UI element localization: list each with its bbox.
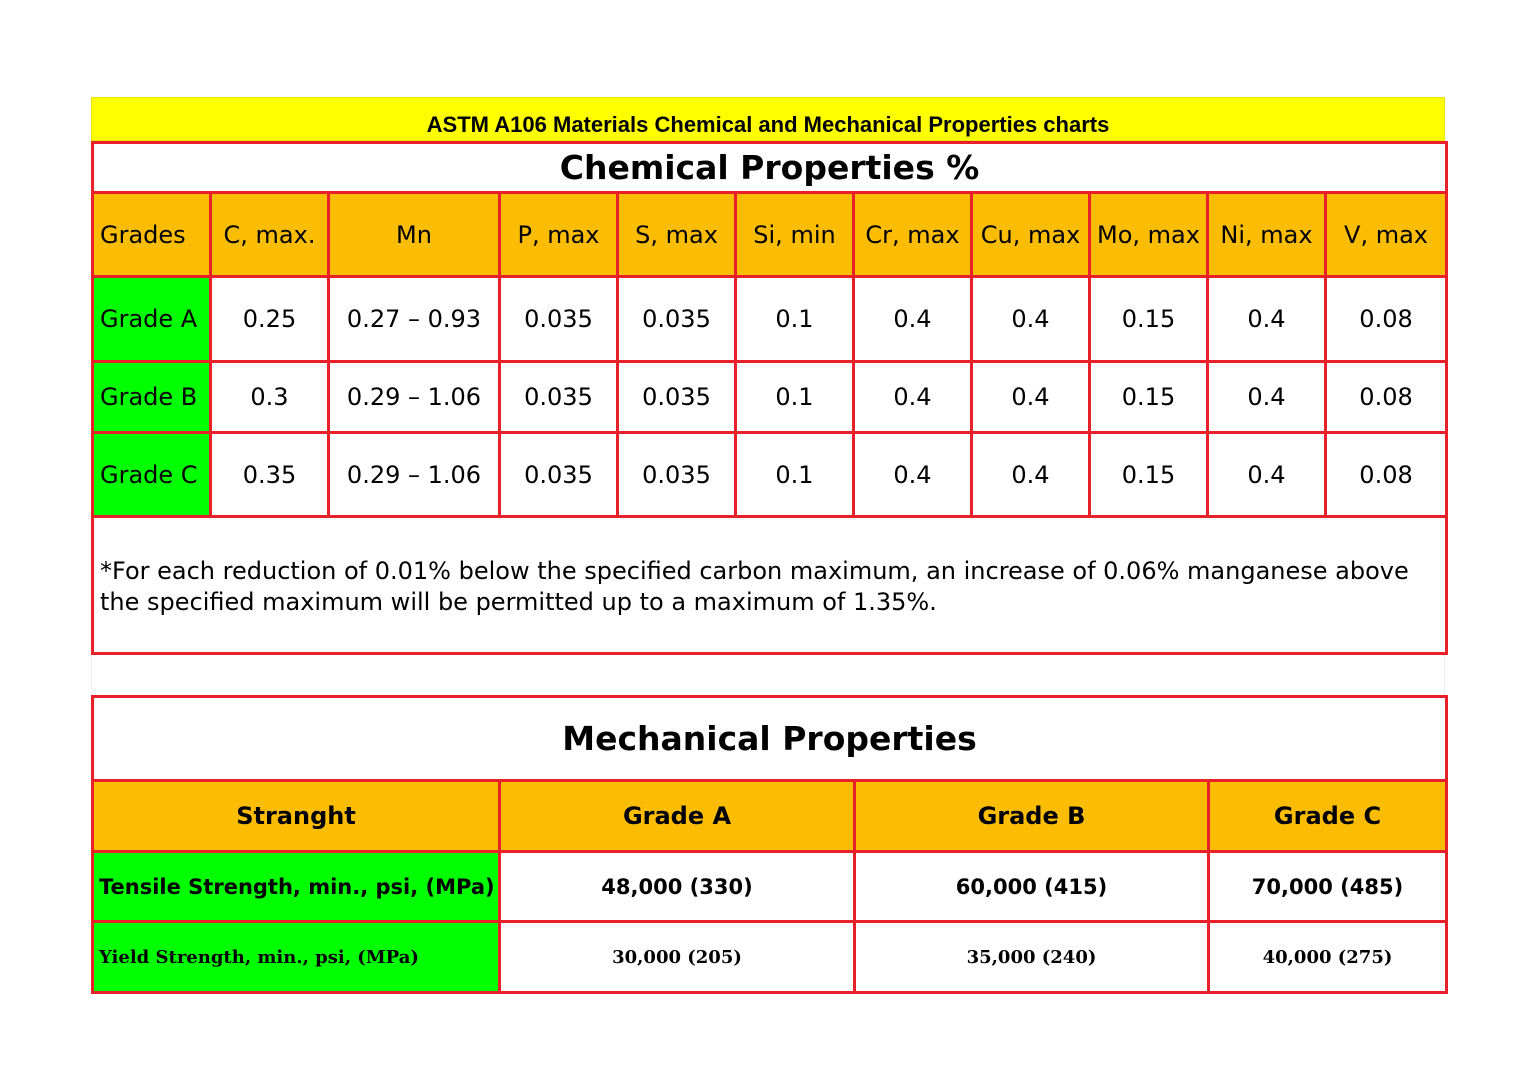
carbon-manganese-note: *For each reduction of 0.01% below the specified carbon maximum, an increase of 0.06% manganese above the specified maximum will be permitted up to a maximum of 1.35%. (93, 517, 1447, 654)
table-cell: 35,000 (240) (855, 922, 1209, 993)
column-header: Grade C (1209, 781, 1447, 852)
table-cell: 70,000 (485) (1209, 852, 1447, 922)
section-spacer (91, 655, 1445, 695)
column-header: Ni, max (1208, 193, 1326, 277)
chemical-heading: Chemical Properties % (93, 143, 1447, 193)
table-row (93, 362, 1447, 433)
mechanical-properties-table (91, 695, 1448, 994)
table-cell: 0.15 (1090, 433, 1208, 517)
column-header: Mo, max (1090, 193, 1208, 277)
column-header: Stranght (93, 781, 500, 852)
table-cell: 0.4 (972, 362, 1090, 433)
table-cell: 0.035 (500, 362, 618, 433)
table-cell: 48,000 (330) (500, 852, 855, 922)
mechanical-heading: Mechanical Properties (93, 697, 1447, 781)
column-header: P, max (500, 193, 618, 277)
table-cell: 0.15 (1090, 362, 1208, 433)
grade-label: Grade B (93, 362, 211, 433)
table-cell: 0.25 (211, 277, 329, 362)
table-cell: 0.4 (972, 433, 1090, 517)
grade-label: Grade A (93, 277, 211, 362)
properties-sheet (91, 97, 1445, 994)
table-cell: 0.4 (1208, 362, 1326, 433)
tensile-strength-label: Tensile Strength, min., psi, (MPa) (93, 852, 500, 922)
column-header: C, max. (211, 193, 329, 277)
column-header: Si, min (736, 193, 854, 277)
column-header: Cu, max (972, 193, 1090, 277)
column-header: Mn (329, 193, 500, 277)
table-cell: 0.1 (736, 362, 854, 433)
table-cell: 0.4 (1208, 433, 1326, 517)
table-cell: 0.035 (618, 277, 736, 362)
table-cell: 0.4 (972, 277, 1090, 362)
mechanical-header-row (93, 781, 1447, 852)
table-cell: 0.08 (1326, 277, 1447, 362)
table-cell: 0.4 (854, 277, 972, 362)
table-row (93, 277, 1447, 362)
chemical-header-row (93, 193, 1447, 277)
column-header: V, max (1326, 193, 1447, 277)
table-cell: 0.035 (618, 362, 736, 433)
table-cell: 60,000 (415) (855, 852, 1209, 922)
table-cell: 0.3 (211, 362, 329, 433)
table-cell: 0.29 – 1.06 (329, 433, 500, 517)
table-cell: 0.1 (736, 277, 854, 362)
table-cell: 0.4 (854, 433, 972, 517)
table-cell: 0.08 (1326, 362, 1447, 433)
table-cell: 0.035 (500, 277, 618, 362)
grade-label: Grade C (93, 433, 211, 517)
table-cell: 0.27 – 0.93 (329, 277, 500, 362)
table-cell: 0.15 (1090, 277, 1208, 362)
column-header: S, max (618, 193, 736, 277)
table-row (93, 852, 1447, 922)
table-cell: 0.4 (854, 362, 972, 433)
column-header: Cr, max (854, 193, 972, 277)
table-cell: 0.1 (736, 433, 854, 517)
column-header: Grade B (855, 781, 1209, 852)
table-cell: 0.08 (1326, 433, 1447, 517)
table-cell: 0.035 (618, 433, 736, 517)
table-cell: 0.29 – 1.06 (329, 362, 500, 433)
table-row (93, 922, 1447, 993)
sheet-title: ASTM A106 Materials Chemical and Mechanical Properties charts (91, 97, 1445, 141)
chemical-properties-table (91, 141, 1448, 655)
table-cell: 40,000 (275) (1209, 922, 1447, 993)
yield-strength-label: Yield Strength, min., psi, (MPa) (93, 922, 500, 993)
table-cell: 0.035 (500, 433, 618, 517)
column-header: Grades (93, 193, 211, 277)
table-cell: 0.35 (211, 433, 329, 517)
table-cell: 30,000 (205) (500, 922, 855, 993)
column-header: Grade A (500, 781, 855, 852)
table-cell: 0.4 (1208, 277, 1326, 362)
table-row (93, 433, 1447, 517)
